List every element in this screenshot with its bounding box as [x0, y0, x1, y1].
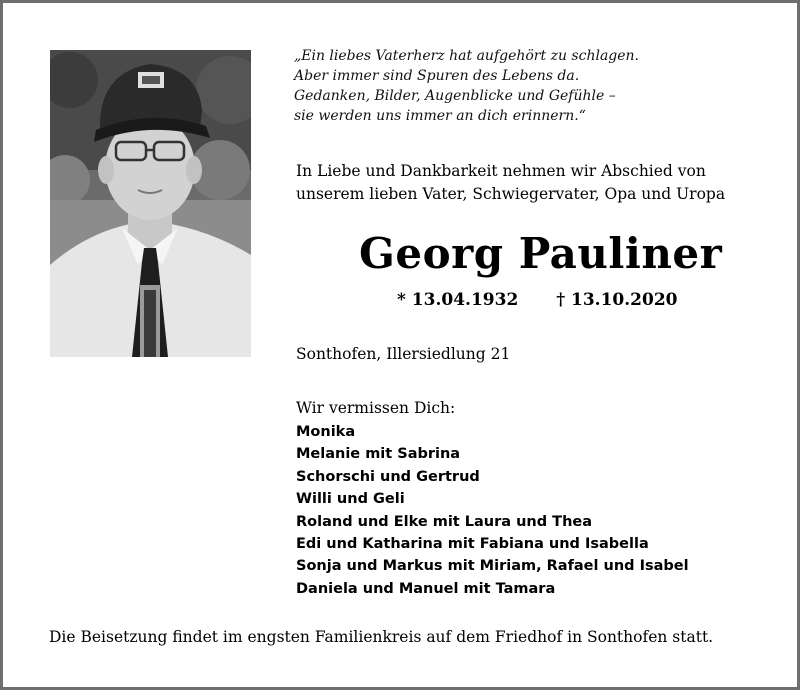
- farewell-intro: [296, 160, 776, 206]
- list-item: Willi und Geli: [296, 491, 405, 508]
- birth-date: * 13.04.1932: [397, 290, 519, 310]
- family-address: Sonthofen, Illersiedlung 21: [296, 345, 511, 363]
- mourners-list: [296, 421, 689, 600]
- list-item: Monika: [296, 424, 356, 440]
- list-item: Melanie mit Sabrina: [296, 446, 461, 463]
- portrait-illustration: [50, 50, 251, 357]
- list-item: Daniela und Manuel mit Tamara: [296, 580, 556, 597]
- intro-line: unserem lieben Vater, Schwiegervater, Opa und Uropa: [296, 185, 726, 203]
- list-item: Edi und Katharina mit Fabiana und Isabella: [296, 536, 649, 553]
- list-item: Schorschi und Gertrud: [296, 468, 480, 485]
- deceased-name: Georg Pauliner: [359, 229, 723, 278]
- quote-line: sie werden uns immer an dich erinnern.“: [294, 108, 586, 124]
- memorial-quote: [294, 46, 754, 126]
- funeral-notice: Die Beisetzung findet im engsten Familienkreis auf dem Friedhof in Sonthofen statt.: [49, 628, 714, 646]
- quote-line: Gedanken, Bilder, Augenblicke und Gefühle –: [294, 88, 616, 104]
- death-date: † 13.10.2020: [556, 290, 678, 310]
- quote-line: „Ein liebes Vaterherz hat aufgehört zu schlagen.: [294, 48, 640, 64]
- quote-line: Aber immer sind Spuren des Lebens da.: [294, 68, 580, 84]
- list-item: Roland und Elke mit Laura und Thea: [296, 513, 593, 530]
- mourners-heading: Wir vermissen Dich:: [296, 399, 456, 417]
- life-dates: [397, 290, 677, 310]
- intro-line: In Liebe und Dankbarkeit nehmen wir Abschied von: [296, 162, 706, 180]
- list-item: Sonja und Markus mit Miriam, Rafael und Isabel: [296, 558, 689, 575]
- portrait-photo: [50, 50, 251, 357]
